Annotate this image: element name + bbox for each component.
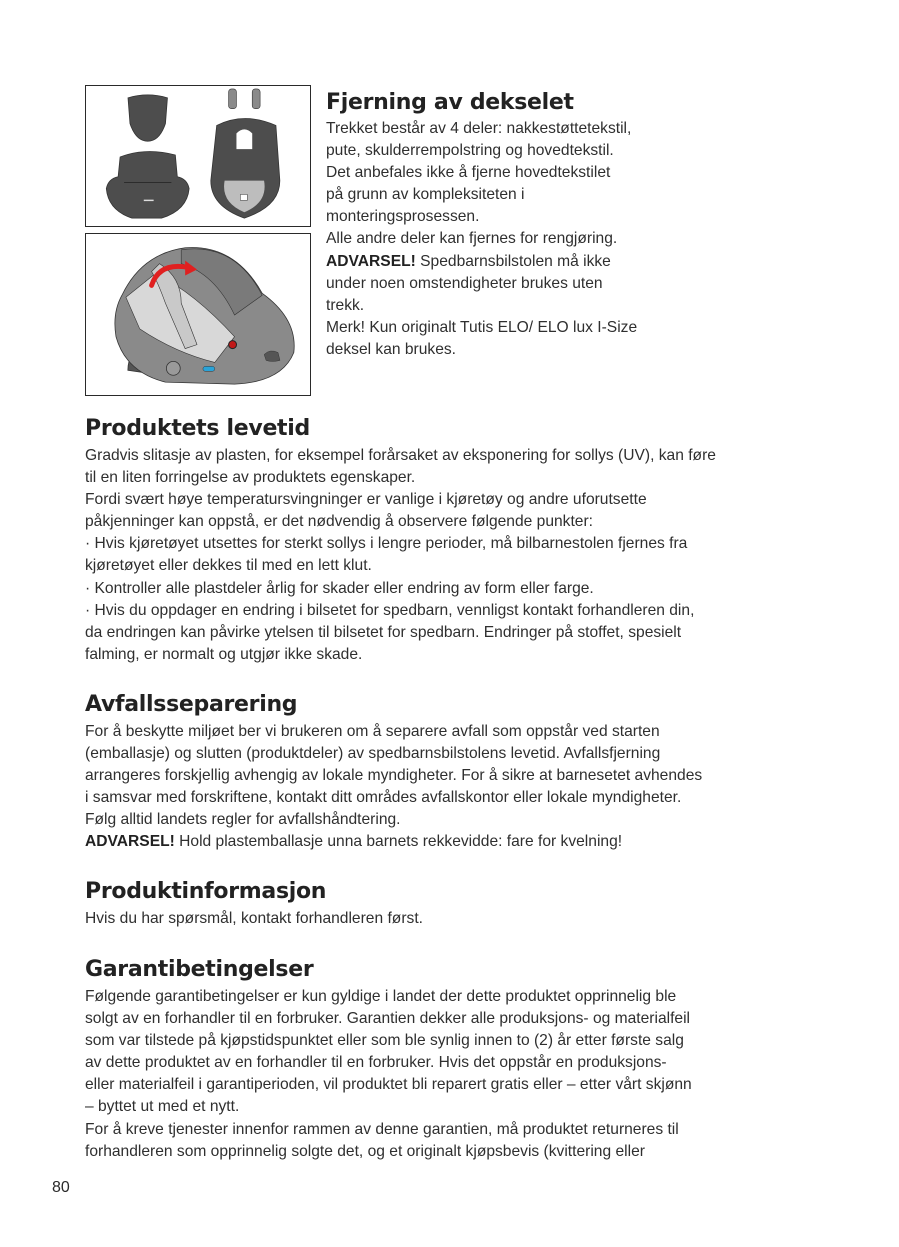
text-line: eller materialfeil i garantiperioden, vil produktet bli reparert gratis eller – etter vårt skjønn bbox=[85, 1076, 692, 1094]
seat-cover-removal-figure bbox=[85, 233, 311, 396]
text-line: under noen omstendigheter brukes uten bbox=[326, 274, 603, 292]
waste-separation-section bbox=[85, 690, 815, 854]
product-info-body bbox=[85, 908, 815, 930]
cover-removal-heading: Fjerning av dekselet bbox=[326, 90, 574, 115]
text-line: Alle andre deler kan fjernes for rengjøring. bbox=[326, 230, 618, 248]
page-number: 80 bbox=[52, 1179, 70, 1196]
warning-line bbox=[85, 831, 815, 853]
text-line: – byttet ut med et nytt. bbox=[85, 1098, 240, 1116]
text-line: Merk! Kun originalt Tutis ELO/ ELO lux I-Size bbox=[326, 318, 638, 336]
text-line: som var tilstede på kjøpstidspunktet eller som ble synlig innen to (2) år etter første salg bbox=[85, 1032, 684, 1050]
text-line: arrangeres forskjellig avhengig av lokale myndigheter. For å sikre at barnesetet avhendes bbox=[85, 767, 703, 785]
cover-removal-section bbox=[326, 88, 726, 361]
product-info-heading: Produktinformasjon bbox=[85, 879, 327, 904]
text-line: For å kreve tjenester innenfor rammen av denne garantien, må produktet returneres til bbox=[85, 1120, 679, 1138]
text-line: Fordi svært høye temperatursvingninger er vanlige i kjøretøy og andre uforutsette bbox=[85, 491, 647, 509]
release-button bbox=[203, 366, 215, 371]
cover-parts-illustration bbox=[86, 86, 310, 226]
text-line: (emballasje) og slutten (produktdeler) av spedbarnsbilstolens levetid. Avfallsfjerning bbox=[85, 745, 661, 763]
seat-cushion bbox=[106, 152, 189, 219]
warning-text: Spedbarnsbilstolen må ikke bbox=[415, 252, 611, 270]
text-line: monteringsprosessen. bbox=[326, 208, 480, 226]
text-line: falming, er normalt og utgjør ikke skade. bbox=[85, 645, 363, 663]
text-line: på grunn av kompleksiteten i bbox=[326, 186, 525, 204]
text-line: trekk. bbox=[326, 296, 365, 314]
warning-line bbox=[326, 251, 726, 273]
text-line: solgt av en forhandler til en forbruker. Garantien dekker alle produksjons- og materialfeil bbox=[85, 1010, 691, 1028]
warning-label: ADVARSEL! bbox=[85, 833, 175, 851]
warranty-body bbox=[85, 986, 815, 1163]
bullet-line: · Hvis du oppdager en endring i bilsetet for spedbarn, vennligst kontakt forhandleren din, bbox=[85, 601, 695, 619]
text-line: Det anbefales ikke å fjerne hovedtekstilet bbox=[326, 164, 611, 182]
cover-removal-body bbox=[326, 118, 726, 361]
text-line: forhandleren som opprinnelig solgte det, og et originalt kjøpsbevis (kvittering eller bbox=[85, 1142, 645, 1160]
shoulder-pad-right bbox=[252, 89, 260, 109]
text-line: til en liten forringelse av produktets egenskaper. bbox=[85, 469, 416, 487]
warranty-heading: Garantibetingelser bbox=[85, 957, 314, 982]
text-line: påkjenninger kan oppstå, er det nødvendig å observere følgende punkter: bbox=[85, 513, 593, 531]
text-line: Følgende garantibetingelser er kun gyldige i landet der dette produktet opprinnelig ble bbox=[85, 988, 677, 1005]
waste-separation-body bbox=[85, 721, 815, 854]
headrest-textile bbox=[128, 95, 167, 141]
product-lifetime-section bbox=[85, 414, 815, 666]
text-line: Hvis du har spørsmål, kontakt forhandleren først. bbox=[85, 910, 423, 927]
warning-label: ADVARSEL! bbox=[326, 252, 416, 270]
seat-cover-removal-illustration bbox=[86, 234, 310, 395]
text-line: Trekket består av 4 deler: nakkestøttetekstil, bbox=[326, 120, 632, 137]
text-line: Følg alltid landets regler for avfallshåndtering. bbox=[85, 811, 401, 829]
bullet-line: · Hvis kjøretøyet utsettes for sterkt sollys i lengre perioder, må bilbarnestolen fjernes fra bbox=[85, 535, 688, 553]
text-line: Gradvis slitasje av plasten, for eksempel forårsaket av eksponering for sollys (UV), kan føre bbox=[85, 447, 716, 464]
harness-buckle bbox=[229, 341, 237, 349]
shoulder-pad-left bbox=[229, 89, 237, 109]
text-line: av dette produktet av en forhandler til en forbruker. Hvis det oppstår en produksjons- bbox=[85, 1054, 667, 1072]
text-line: kjøretøyet eller dekkes til med en lett klut. bbox=[85, 557, 372, 575]
product-lifetime-heading: Produktets levetid bbox=[85, 416, 310, 441]
rotation-knob bbox=[166, 361, 180, 375]
bullet-line: · Kontroller alle plastdeler årlig for skader eller endring av form eller farge. bbox=[85, 579, 594, 597]
text-line: pute, skulderrempolstring og hovedtekstil. bbox=[326, 142, 614, 160]
product-info-section bbox=[85, 877, 815, 930]
warranty-section bbox=[85, 955, 815, 1163]
text-line: i samsvar med forskriftene, kontakt ditt områdes avfallskontor eller lokale myndigheter. bbox=[85, 789, 682, 807]
text-line: For å beskytte miljøet ber vi brukeren om å separere avfall som oppstår ved starten bbox=[85, 723, 660, 740]
warning-text: Hold plastemballasje unna barnets rekkevidde: fare for kvelning! bbox=[174, 833, 623, 851]
cover-parts-figure bbox=[85, 85, 311, 227]
waste-separation-heading: Avfallsseparering bbox=[85, 692, 298, 717]
text-line: da endringen kan påvirke ytelsen til bilsetet for spedbarn. Endringer på stoffet, spesielt bbox=[85, 623, 682, 641]
product-lifetime-body bbox=[85, 445, 815, 666]
text-line: deksel kan brukes. bbox=[326, 340, 457, 358]
